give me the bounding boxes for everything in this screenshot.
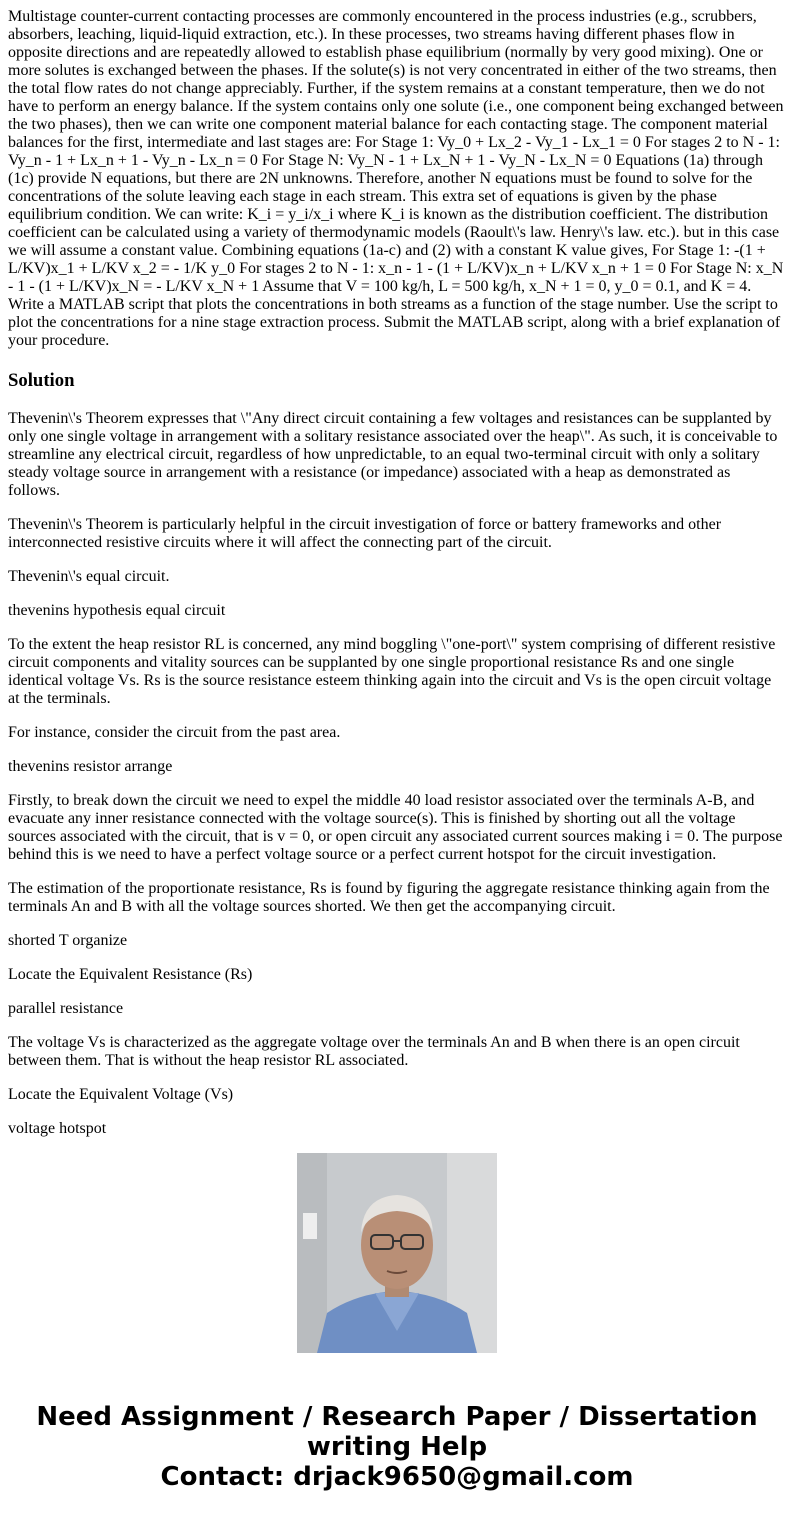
promo-banner — [0, 1402, 794, 1492]
solution-paragraph: Thevenin\'s Theorem expresses that \"Any direct circuit containing a few voltages and resistances can be supplanted by only one single voltage in arrangement with a solitary resistance associated over the heap\". As such, it is conceivable to streamline any electrical circuit, regardless of how unpredictable, to an equal two-terminal circuit with only a solitary steady voltage source in arrangement with a resistance (or impedance) associated with a heap as demonstrated as follows. — [8, 410, 778, 499]
image-alt-text: voltage hotspot — [8, 1120, 107, 1137]
image-alt-text: shorted T organize — [8, 932, 128, 949]
solution-heading: Solution — [8, 370, 75, 391]
solution-paragraph: The estimation of the proportionate resistance, Rs is found by figuring the aggregate resistance thinking again from the terminals An and B with all the voltage sources shorted. We then get the accompanying circuit. — [8, 880, 770, 915]
solution-paragraph: Locate the Equivalent Resistance (Rs) — [8, 966, 253, 983]
solution-paragraph: Thevenin\'s Theorem is particularly helpful in the circuit investigation of force or battery frameworks and other interconnected resistive circuits where it will affect the connecting part of the circuit. — [8, 516, 722, 551]
solution-paragraph: Thevenin\'s equal circuit. — [8, 568, 170, 585]
solution-paragraph: Firstly, to break down the circuit we need to expel the middle 40 load resistor associated over the terminals A-B, and evacuate any inner resistance connected with the voltage source(s). This is finished by shorting out all the voltage sources associated with the circuit, that is v = 0, or open circuit any associated current sources making i = 0. The purpose behind this is we need to have a perfect voltage source or a perfect current hotspot for the circuit investigation. — [8, 792, 783, 863]
solution-paragraph: The voltage Vs is characterized as the aggregate voltage over the terminals An and B when there is an open circuit between them. That is without the heap resistor RL associated. — [8, 1034, 740, 1069]
solution-paragraph: Locate the Equivalent Voltage (Vs) — [8, 1086, 234, 1103]
solution-paragraph: For instance, consider the circuit from the past area. — [8, 724, 341, 741]
image-alt-text: parallel resistance — [8, 1000, 124, 1017]
question-text: Multistage counter-current contacting processes are commonly encountered in the process industries (e.g., scrubbers, absorbers, leaching, liquid-liquid extraction, etc.). In these processes, two streams having different phases flow in opposite directions and are repeatedly allowed to establish phase equilibrium (normally by very good mixing). One or more solutes is exchanged between the phases. If the solute(s) is not very concentrated in either of the two streams, then the total flow rates do not change appreciably. Further, if the system remains at a constant temperature, then we do not have to perform an energy balance. If the system contains only one solute (i.e., one component being exchanged between the two phases), then we can write one component material balance for each contacting stage. The component material balances for the first, intermediate and last stages are: For Stage 1: Vy_0 + Lx_2 - Vy_1 - Lx_1 = 0 For stages 2 to N - 1: Vy_n - 1 + Lx_n + 1 - Vy_n - Lx_n = 0 For Stage N: Vy_N - 1 + Lx_N + 1 - Vy_N - Lx_N = 0 Equations (1a) through (1c) provide N equations, but there are 2N unknowns. Therefore, another N equations must be found to solve for the concentrations of the solute leaving each stage in each stream. This extra set of equations is given by the phase equilibrium condition. We can write: K_i = y_i/x_i where K_i is known as the distribution coefficient. The distribution coefficient can be calculated using a variety of thermodynamic models (Raoult\'s law. Henry\'s law. etc.). but in this case we will assume a constant value. Combining equations (1a-c) and (2) with a constant K value gives, For Stage 1: -(1 + L/KV)x_1 + L/KV x_2 = - 1/K y_0 For stages 2 to N - 1: x_n - 1 - (1 + L/KV)x_n + L/KV x_n + 1 = 0 For Stage N: x_N - 1 - (1 + L/KV)x_N = - L/KV x_N + 1 Assume that V = 100 kg/h, L = 500 kg/h, x_N + 1 = 0, y_0 = 0.1, and K = 4. Write a MATLAB script that plots the concentrations in both streams as a function of the stage number. Use the script to plot the concentrations for a nine stage extraction process. Submit the MATLAB script, along with a brief explanation of your procedure. — [8, 8, 784, 349]
promo-line: Need Assignment / Research Paper / Dissertation — [36, 1402, 758, 1432]
document-content — [8, 0, 786, 1137]
image-alt-text: thevenins hypothesis equal circuit — [8, 602, 226, 619]
image-alt-text: thevenins resistor arrange — [8, 758, 173, 775]
promo-line: writing Help — [306, 1432, 488, 1462]
author-avatar — [297, 1153, 497, 1353]
solution-paragraph: To the extent the heap resistor RL is concerned, any mind boggling \"one-port\" system comprising of different resistive circuit components and vitality sources can be supplanted by one single proportional resistance Rs and one single identical voltage Vs. Rs is the source resistance esteem thinking again into the circuit and Vs is the open circuit voltage at the terminals. — [8, 636, 776, 707]
promo-contact: Contact: drjack9650@gmail.com — [160, 1462, 634, 1492]
author-portrait-icon — [297, 1153, 497, 1353]
